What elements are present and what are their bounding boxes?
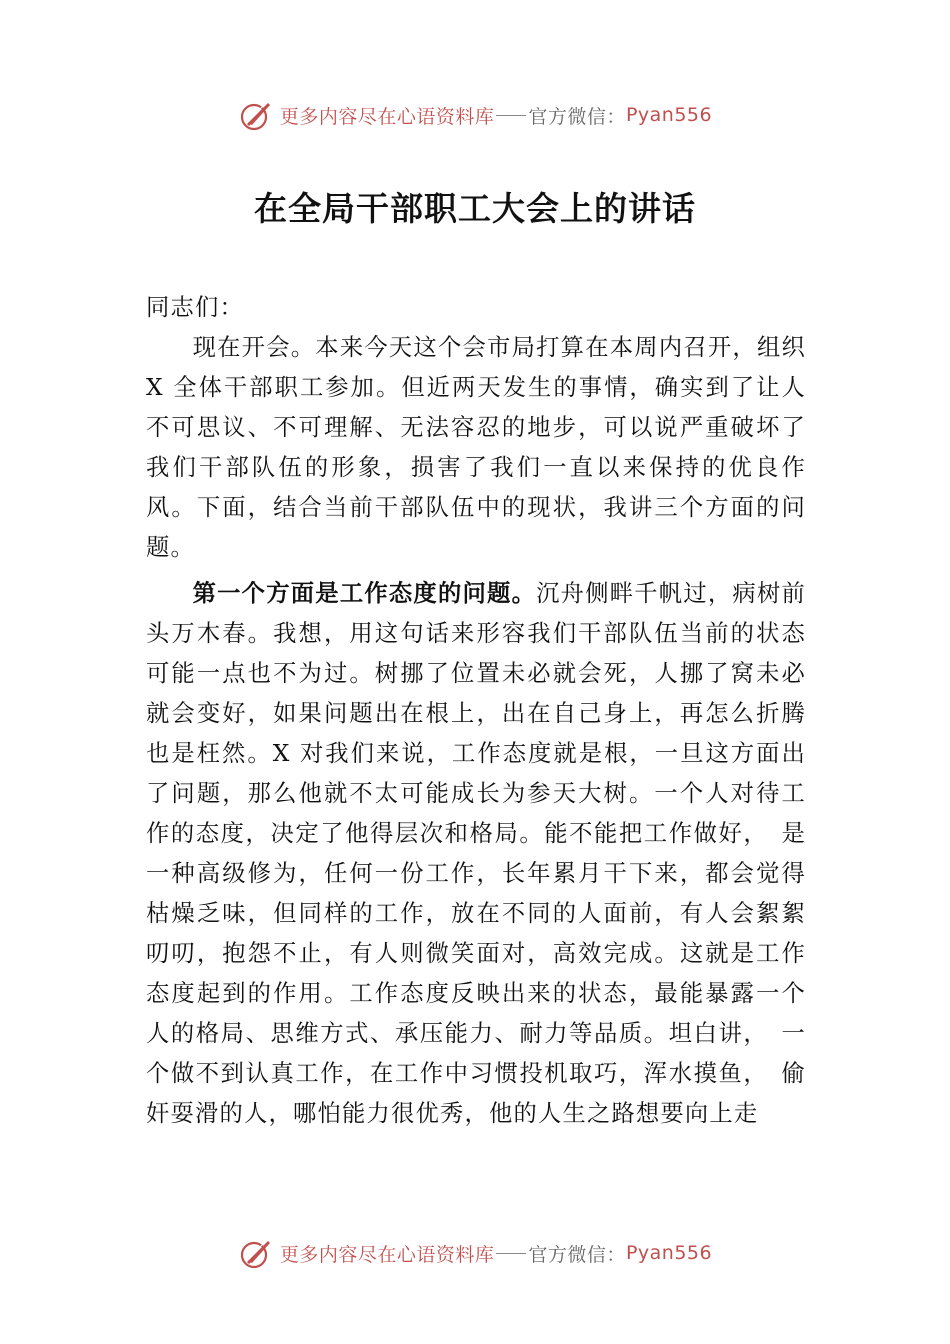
paragraph-intro: 现在开会。本来今天这个会市局打算在本周内召开，组织 X 全体干部职工参加。但近两天发生的事情，确实到了让人不可思议、不可理解、无法容忍的地步，可以说严重破坏了我们干部队伍的形象，损害了我们一直以来保持的优良作风。下面，结合当前干部队伍中的现状，我讲三个方面的问题。: [146, 334, 806, 561]
paragraph-work-attitude: [146, 574, 806, 1134]
document-title: 在全局干部职工大会上的讲话: [254, 189, 696, 228]
quill-logo-icon: [238, 97, 274, 133]
salutation: 同志们：: [146, 294, 244, 321]
watermark-dash: [496, 1253, 526, 1254]
watermark-footer: [0, 1233, 950, 1273]
section-heading-work-attitude: 第一个方面是工作态度的问题。: [192, 580, 537, 607]
watermark-site-text: 更多内容尽在心语资料库: [279, 1243, 495, 1266]
paragraph-work-attitude-body: 沉舟侧畔千帆过，病树前头万木春。我想，用这句话来形容我们干部队伍当前的状态可能一点也不为过。树挪了位置未必就会死，人挪了窝未必就会变好，如果问题出在根上，出在自己身上，再怎么折腾也是枉然。X 对我们来说，工作态度就是根，一旦这方面出了问题，那么他就不太可能成长为参天大树。一个人对待工作的态度，决定了他得层次和格局。能不能把工作做好， 是一种高级修为，任何一份工作，长年累月干下来，都会觉得枯燥乏味，但同样的工作，放在不同的人面前，有人会絮絮叨叨，抱怨不止，有人则微笑面对，高效完成。这就是工作态度起到的作用。工作态度反映出来的状态，最能暴露一个人的格局、思维方式、承压能力、耐力等品质。坦白讲， 一个做不到认真工作，在工作中习惯投机取巧，浑水摸鱼， 偷奸耍滑的人，哪怕能力很优秀，他的人生之路想要向上走: [146, 580, 806, 1127]
document-body: [146, 288, 806, 1134]
watermark-wechat-id: Pyan556: [625, 1242, 713, 1264]
quill-logo-icon: [238, 1235, 274, 1271]
watermark-site-text: 更多内容尽在心语资料库: [279, 105, 495, 128]
watermark-wechat-label: 官方微信：: [528, 105, 626, 128]
watermark-wechat-id: Pyan556: [625, 104, 713, 126]
watermark-wechat-label: 官方微信：: [528, 1243, 626, 1266]
watermark-header: [0, 95, 950, 135]
watermark-dash: [496, 115, 526, 116]
